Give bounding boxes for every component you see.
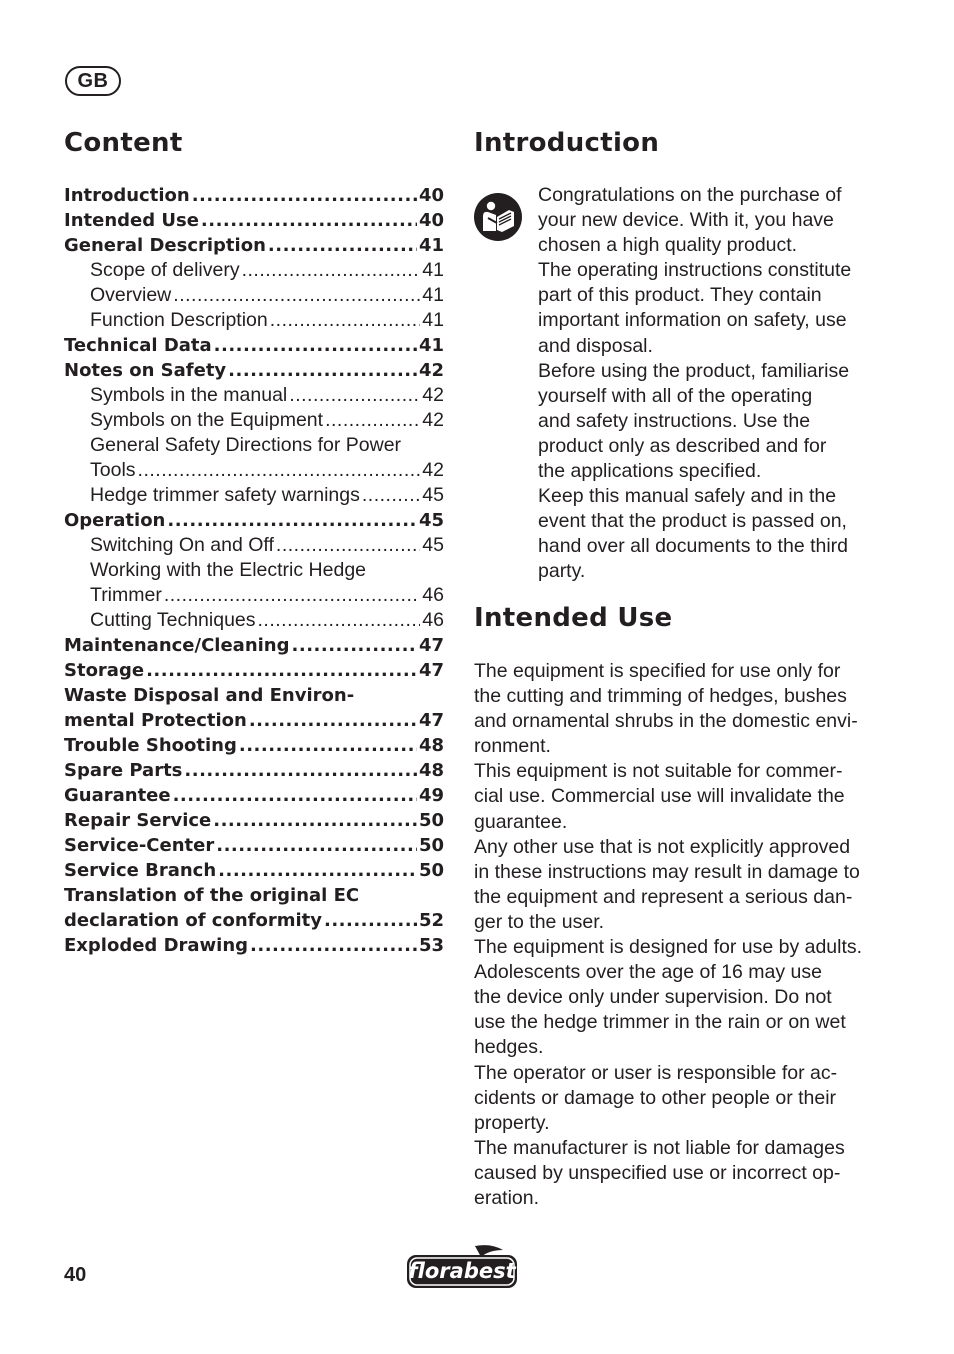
toc-entry-page: 40 [418,210,444,231]
toc-entry [64,333,444,358]
toc-entry-label: Spare Parts [64,760,183,781]
toc-entry-page: 50 [418,810,444,831]
toc-leader-dots [276,533,420,558]
toc-entry-page: 46 [422,584,444,606]
text-line: product only as described and for [538,434,827,457]
toc-leader-dots [173,283,420,308]
text-line: The equipment is specified for use only for [474,660,841,682]
toc-entry [64,883,444,908]
toc-entry [64,908,444,933]
toc-entry-label: declaration of conformity [64,910,322,931]
language-badge: GB [65,66,121,96]
introduction-heading: Introduction [474,128,660,158]
text-line: guarantee. [474,810,568,833]
toc-entry-label: Service Branch [64,860,217,881]
toc-entry-label: mental Protection [64,710,247,731]
toc-entry-page: 47 [418,710,444,731]
toc-leader-dots [201,208,417,233]
toc-entry-label: Switching On and Off [90,534,274,556]
toc-entry-page: 48 [418,760,444,781]
introduction-text [538,183,868,585]
toc-entry-label: Translation of the original EC [64,885,360,906]
toc-entry-label: Working with the Electric Hedge [90,559,367,581]
read-manual-icon [474,193,522,241]
toc-entry [64,808,444,833]
text-line: eration. [474,1186,540,1209]
toc-entry-page: 42 [418,360,444,381]
toc-leader-dots [325,408,420,433]
text-line: and disposal. [538,334,653,357]
toc-entry-page: 41 [418,335,444,356]
toc-entry [64,633,444,658]
text-line: hedges. [474,1036,544,1059]
toc-entry-label: Trouble Shooting [64,735,237,756]
toc-leader-dots [138,458,421,483]
toc-leader-dots [164,583,420,608]
toc-entry-page: 45 [418,510,444,531]
toc-entry-page: 47 [418,635,444,656]
toc-leader-dots [214,333,417,358]
toc-entry [64,583,444,608]
toc-entry-page: 50 [418,860,444,881]
toc-leader-dots [192,183,417,208]
toc-leader-dots [292,633,417,658]
toc-entry [64,558,444,583]
text-line: event that the product is passed on, [538,510,847,533]
toc-entry-label: Hedge trimmer safety warnings [90,484,360,506]
toc-entry [64,858,444,883]
toc-entry-page: 47 [418,660,444,681]
toc-entry-page: 41 [422,284,444,306]
toc-entry-label: Cutting Techniques [90,609,256,631]
toc-entry [64,458,444,483]
toc-leader-dots [239,733,417,758]
toc-entry [64,608,444,633]
brand-name: florabest [408,1259,516,1283]
content-heading: Content [64,128,183,158]
toc-entry-label: Operation [64,510,166,531]
toc-entry-label: Scope of delivery [90,259,240,281]
toc-leader-dots [218,858,417,883]
toc-entry-page: 41 [422,309,444,331]
toc-entry [64,783,444,808]
toc-entry [64,208,444,233]
toc-entry [64,408,444,433]
text-line: cidents or damage to other people or their [474,1086,837,1109]
toc-entry-label: Technical Data [64,335,212,356]
text-line: Keep this manual safely and in the [538,485,837,508]
text-line: in these instructions may result in damage to [474,860,860,883]
toc-entry [64,183,444,208]
toc-entry-page: 52 [418,910,444,931]
toc-entry [64,533,444,558]
text-line: part of this product. They contain [538,284,822,307]
toc-entry-label: Storage [64,660,145,681]
toc-leader-dots [270,308,421,333]
toc-entry-label: Symbols in the manual [90,384,288,406]
text-line: ger to the user. [474,910,605,933]
text-line: Before using the product, familiarise [538,359,850,382]
toc-entry-page: 49 [418,785,444,806]
toc-leader-dots [173,783,417,808]
toc-entry-label: Trimmer [90,584,162,606]
toc-entry [64,833,444,858]
text-line: Congratulations on the purchase of [538,184,842,206]
toc-leader-dots [249,708,417,733]
toc-entry-page: 45 [422,534,444,556]
toc-entry [64,308,444,333]
toc-entry-page: 41 [418,235,444,256]
text-line: The equipment is designed for use by adults. [474,936,863,959]
toc-entry [64,483,444,508]
text-line: cial use. Commercial use will invalidate the [474,785,845,808]
text-line: and safety instructions. Use the [538,409,811,432]
toc-entry-page: 42 [422,459,444,481]
intended-use-heading: Intended Use [474,603,673,633]
toc-entry [64,358,444,383]
toc-leader-dots [184,758,417,783]
text-line: chosen a high quality product. [538,234,798,257]
toc-entry [64,283,444,308]
toc-leader-dots [258,608,421,633]
toc-entry-label: General Description [64,235,266,256]
text-line: the applications specified. [538,460,762,483]
text-line: This equipment is not suitable for commer- [474,760,843,783]
text-line: ronment. [474,735,551,758]
toc-entry [64,758,444,783]
toc-entry-label: Maintenance/Cleaning [64,635,290,656]
text-line: party. [538,560,586,583]
text-line: the equipment and represent a serious dan- [474,885,853,908]
toc-entry-label: Intended Use [64,210,199,231]
toc-entry-label: Repair Service [64,810,212,831]
toc-entry-page: 40 [418,185,444,206]
toc-entry-page: 45 [422,484,444,506]
toc-entry [64,258,444,283]
toc-entry-label: Function Description [90,309,268,331]
toc-leader-dots [250,933,417,958]
toc-entry-page: 50 [418,835,444,856]
toc-entry [64,433,444,458]
text-line: hand over all documents to the third [538,535,849,558]
text-line: caused by unspecified use or incorrect op- [474,1161,841,1184]
toc-entry-label: Service-Center [64,835,215,856]
toc-entry [64,708,444,733]
toc-leader-dots [324,908,417,933]
toc-entry-page: 46 [422,609,444,631]
florabest-logo [405,1244,519,1290]
toc-leader-dots [289,383,420,408]
toc-entry-label: Exploded Drawing [64,935,249,956]
toc-leader-dots [167,508,417,533]
toc-entry [64,383,444,408]
toc-entry-page: 48 [418,735,444,756]
toc-entry [64,508,444,533]
toc-entry-label: Tools [90,459,136,481]
text-line: The operating instructions constitute [538,259,852,282]
toc-leader-dots [268,233,417,258]
text-line: The manufacturer is not liable for damages [474,1136,845,1159]
text-line: use the hedge trimmer in the rain or on wet [474,1011,846,1034]
toc-entry-page: 41 [422,259,444,281]
toc-entry [64,658,444,683]
text-line: your new device. With it, you have [538,209,834,232]
toc-leader-dots [362,483,420,508]
toc-entry-page: 42 [422,384,444,406]
text-line: Any other use that is not explicitly approved [474,835,851,858]
toc-entry-label: Waste Disposal and Environ- [64,685,355,706]
toc-entry [64,733,444,758]
text-line: important information on safety, use [538,309,847,332]
toc-entry-page: 42 [422,409,444,431]
text-line: property. [474,1111,550,1134]
text-line: and ornamental shrubs in the domestic envi- [474,710,858,733]
toc-leader-dots [213,808,417,833]
toc-entry-page: 53 [418,935,444,956]
table-of-contents [64,183,444,958]
page-number: 40 [64,1264,87,1286]
text-line: yourself with all of the operating [538,384,813,407]
toc-leader-dots [216,833,417,858]
toc-entry-label: Notes on Safety [64,360,227,381]
toc-entry [64,683,444,708]
text-line: the cutting and trimming of hedges, bushes [474,685,847,708]
toc-entry-label: Overview [90,284,172,306]
toc-entry-label: Guarantee [64,785,171,806]
toc-leader-dots [228,358,417,383]
toc-entry-label: Symbols on the Equipment [90,409,324,431]
text-line: the device only under supervision. Do not [474,986,832,1009]
toc-entry-label: General Safety Directions for Power [90,434,402,456]
toc-entry [64,933,444,958]
text-line: The operator or user is responsible for ac- [474,1061,838,1084]
toc-entry [64,233,444,258]
text-line: Adolescents over the age of 16 may use [474,961,822,984]
toc-leader-dots [242,258,421,283]
toc-leader-dots [146,658,417,683]
intended-use-text [474,659,864,1211]
toc-entry-label: Introduction [64,185,190,206]
